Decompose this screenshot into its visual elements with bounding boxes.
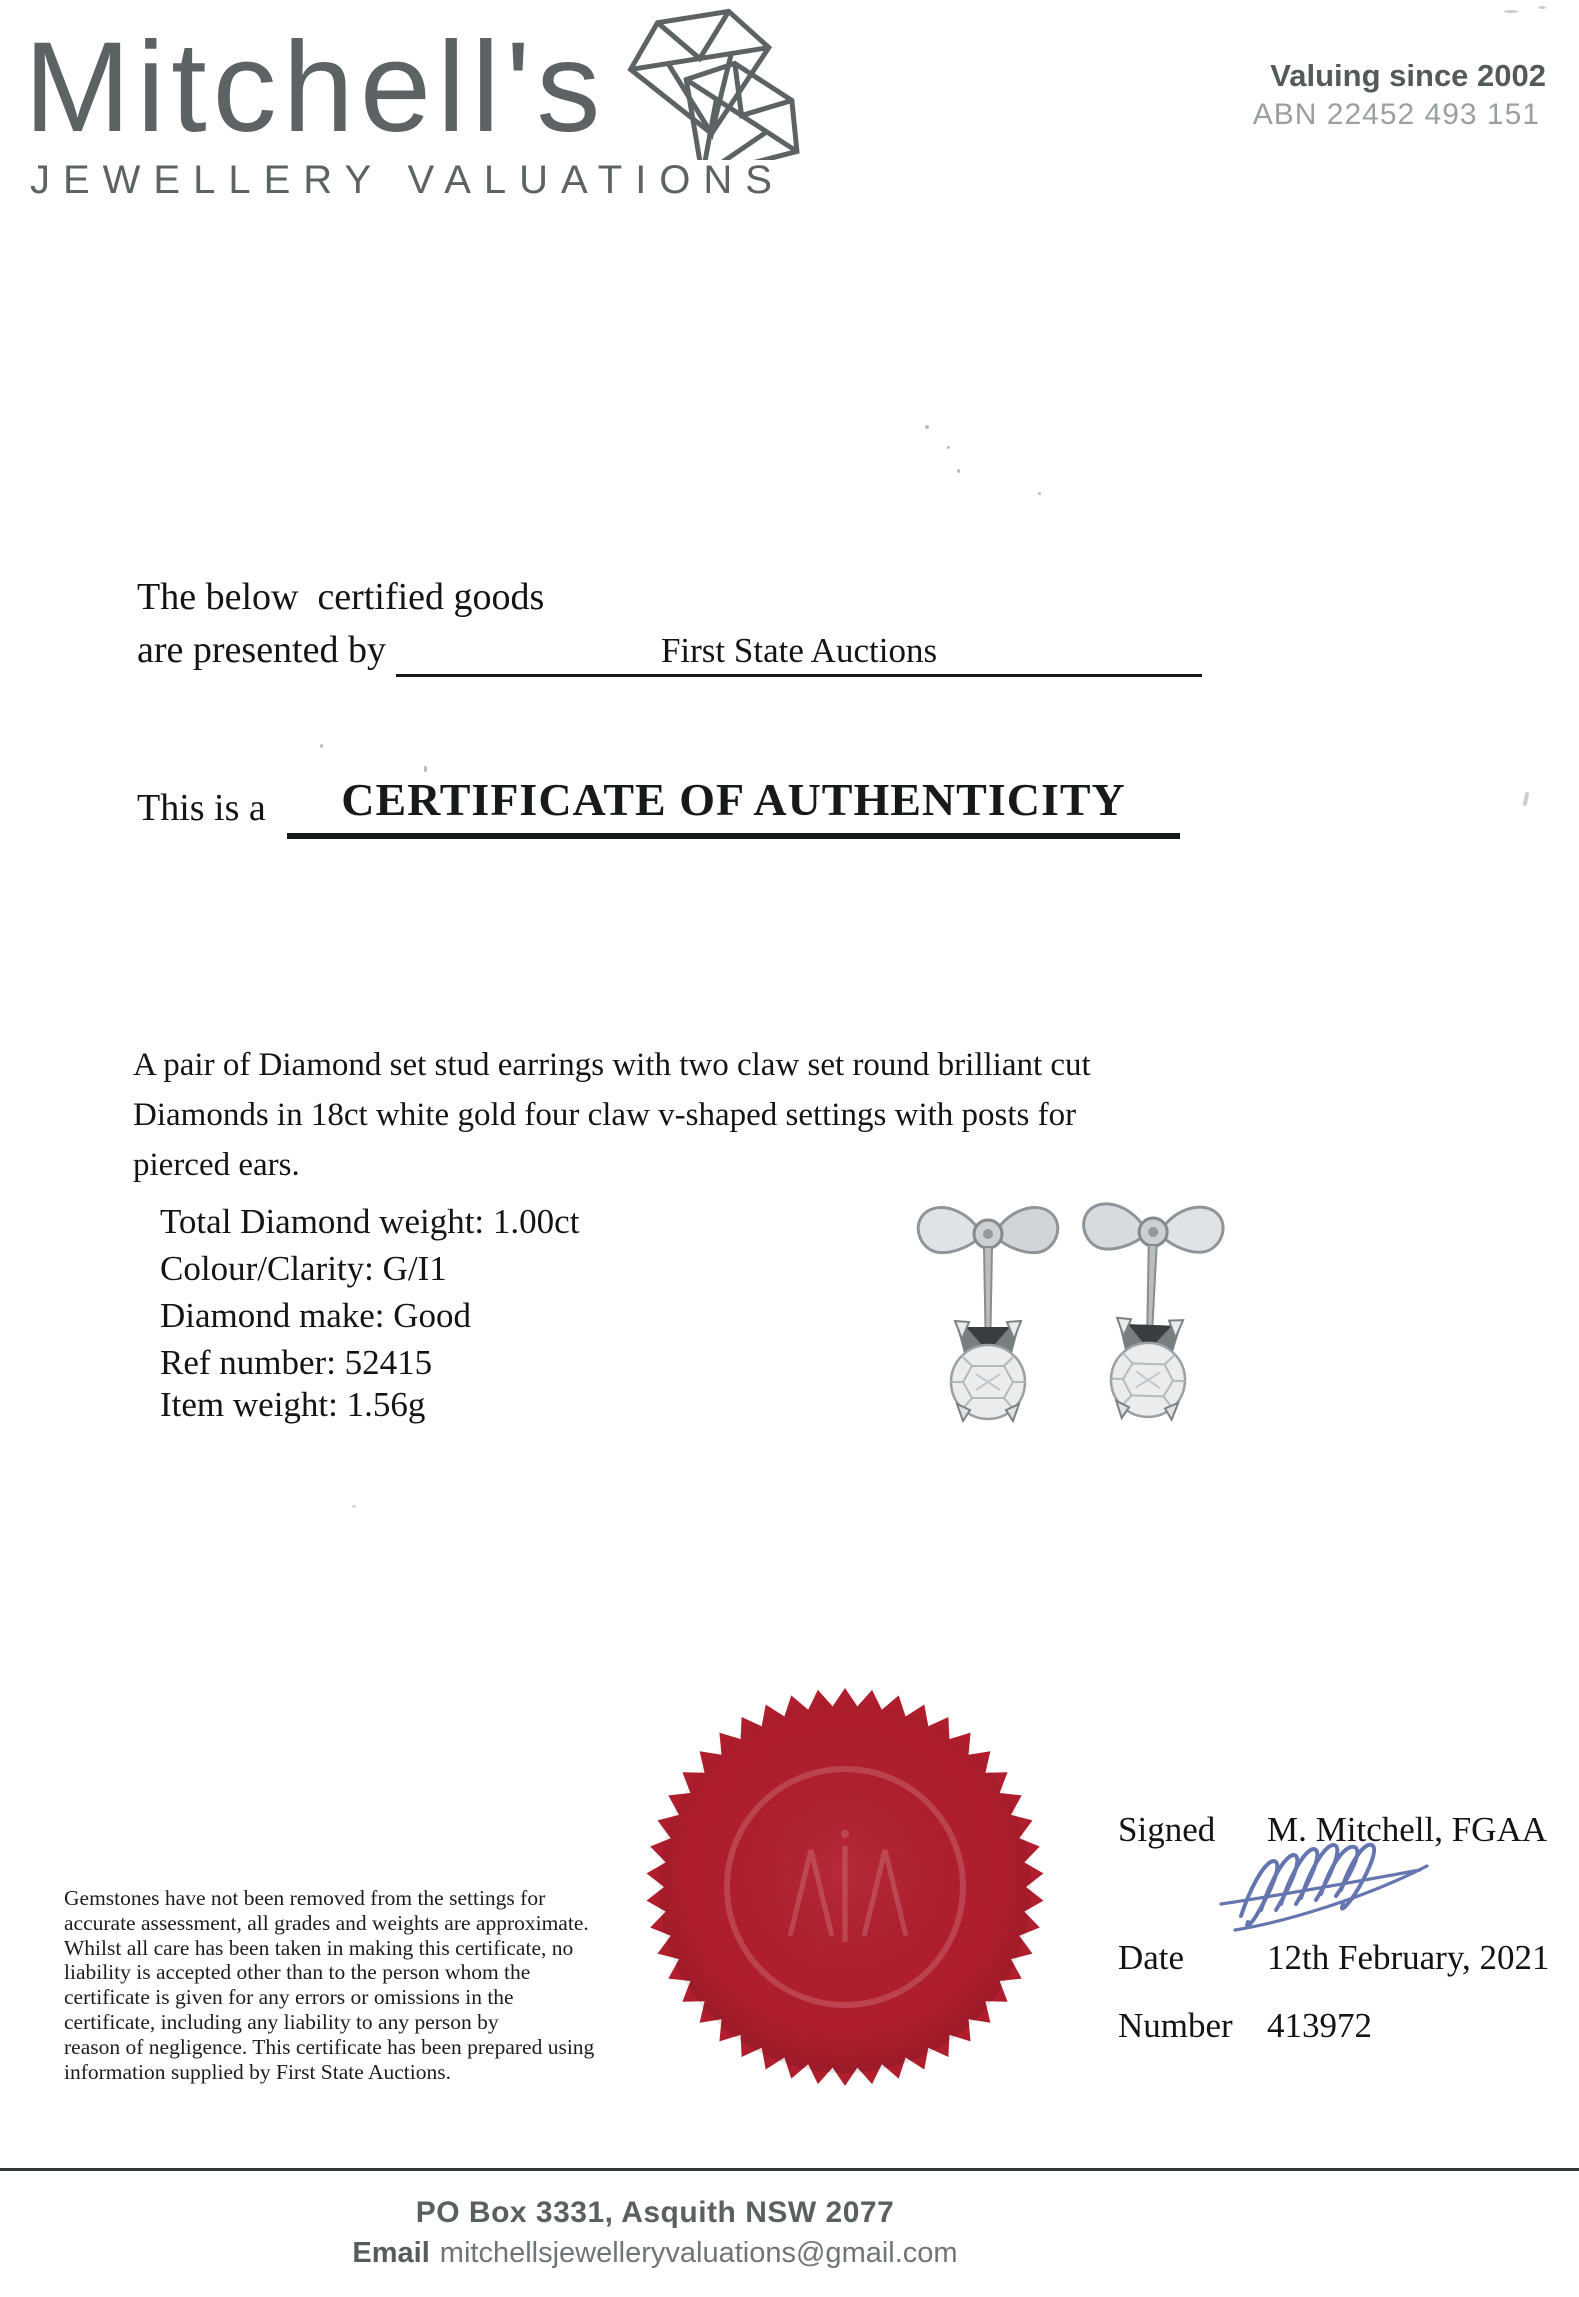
presented-by-label: are presented by: [137, 629, 386, 671]
brand-subtitle: JEWELLERY VALUATIONS: [30, 158, 785, 202]
scan-speck: [1504, 10, 1518, 13]
email-label: Email: [352, 2237, 430, 2269]
abn-number: ABN 22452 493 151: [1252, 98, 1540, 131]
number-label: Number: [1118, 2006, 1233, 2045]
scan-speck: [320, 744, 323, 748]
footer-email: [155, 2237, 1155, 2270]
detail-ref-number: Ref number: 52415: [160, 1343, 433, 1382]
detail-colour-clarity: Colour/Clarity: G/I1: [160, 1249, 447, 1288]
item-details: [160, 1198, 579, 1386]
title-lead: This is a: [137, 787, 266, 829]
stud-earring-left: [918, 1208, 1058, 1421]
signed-label: Signed: [1118, 1810, 1216, 1849]
scan-speck: [1538, 6, 1546, 9]
earrings-photo: [898, 1168, 1253, 1458]
date-value: 12th February, 2021: [1267, 1938, 1550, 1977]
scan-speck: [957, 469, 960, 473]
detail-diamond-make: Diamond make: Good: [160, 1296, 472, 1335]
footer-divider: [0, 2168, 1579, 2171]
intro-line-1: The below certified goods: [137, 576, 545, 618]
presenter-name: First State Auctions: [396, 631, 1202, 677]
date-row: [1118, 1938, 1558, 1982]
description-line: pierced ears.: [133, 1147, 300, 1183]
signed-value: M. Mitchell, FGAA: [1267, 1810, 1547, 1849]
intro-line-2: [137, 628, 1202, 677]
email-value: mitchellsjewelleryvaluations@gmail.com: [439, 2237, 958, 2269]
footer-address: PO Box 3331, Asquith NSW 2077: [415, 2196, 895, 2229]
tagline: Valuing since 2002: [1270, 58, 1546, 93]
description-line: A pair of Diamond set stud earrings with two claw set round brilliant cut: [133, 1047, 1091, 1083]
scan-speck: [947, 446, 950, 449]
scan-speck: [1038, 492, 1041, 495]
date-label: Date: [1118, 1938, 1185, 1977]
brand-name: Mitchell's: [24, 16, 607, 159]
double-diamond-icon: [596, 0, 846, 160]
scan-speck: [1523, 792, 1530, 807]
certificate-title: CERTIFICATE OF AUTHENTICITY: [287, 773, 1180, 839]
signature-ink-icon: [1215, 1838, 1480, 1948]
scan-speck: [424, 766, 427, 772]
description-line: Diamonds in 18ct white gold four claw v-shaped settings with posts for: [133, 1097, 1077, 1133]
detail-item-weight: Item weight: 1.56g: [160, 1385, 426, 1424]
number-value: 413972: [1267, 2006, 1372, 2045]
detail-total-diamond-weight: Total Diamond weight: 1.00ct: [160, 1202, 580, 1241]
scan-speck: [352, 1505, 356, 1508]
number-row: [1118, 2006, 1558, 2050]
disclaimer-text: Gemstones have not been removed from the settings for accurate assessment, all grades and weights are approximate. Whilst all care has been taken in making this certificate, no liability is accepted other than to the person whom the certificate is given for any errors or omissions in the certificate, including any liability to any person by reason of negligence. This certificate has been prepared using information supplied by First State Auctions.: [64, 1886, 595, 2084]
seal-starburst-icon: [645, 1684, 1045, 2090]
scan-speck: [925, 425, 929, 429]
stud-earring-right: [1077, 1203, 1224, 1421]
